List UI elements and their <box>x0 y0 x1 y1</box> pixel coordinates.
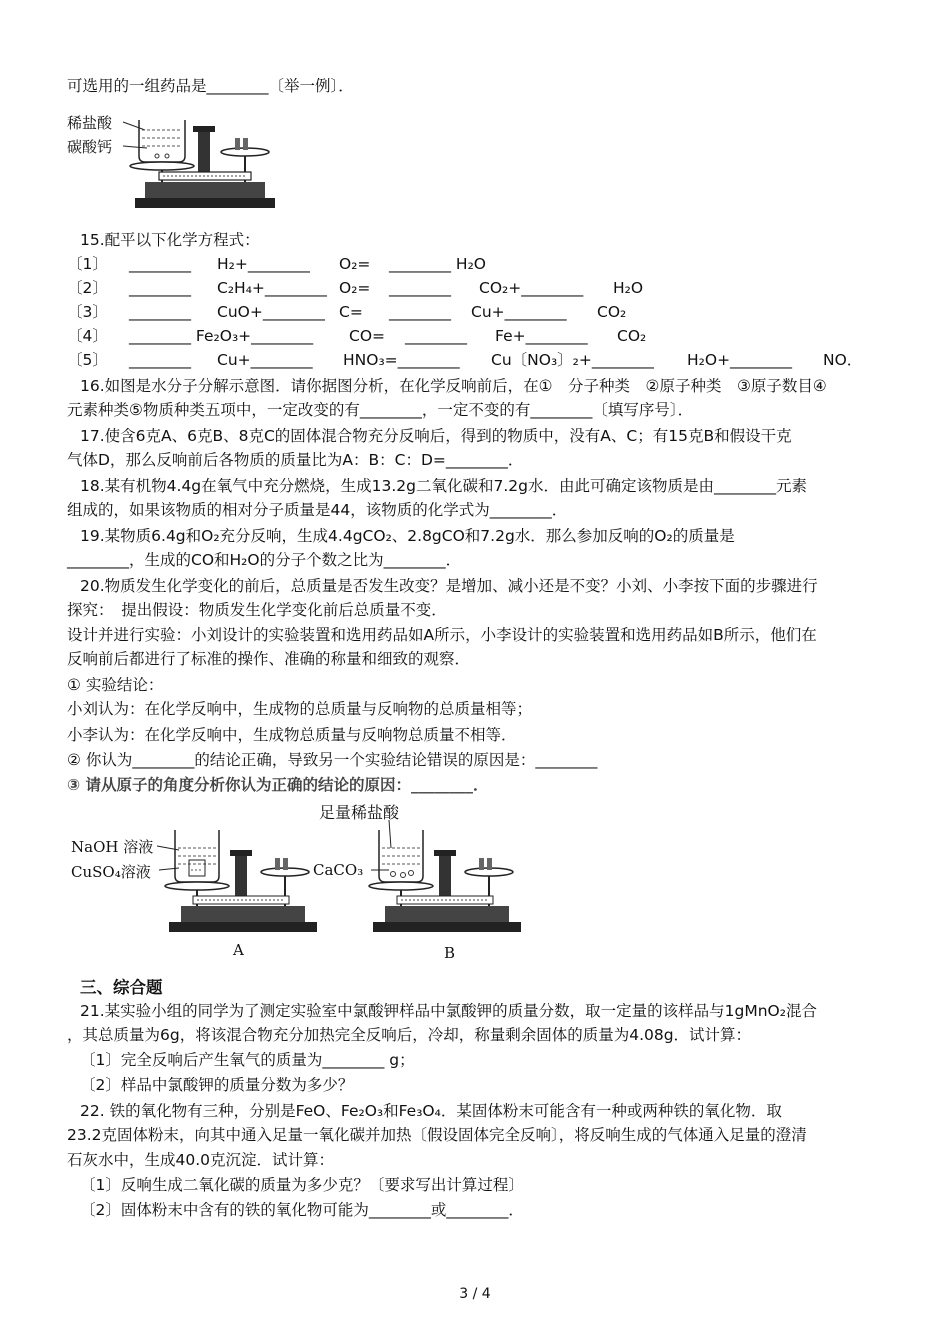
q20-line5: ① 实验结论： <box>67 676 164 694</box>
eq-term: CO= <box>349 327 386 345</box>
page-number: 3 / 4 <box>459 1286 491 1302</box>
label-a: A <box>233 941 244 959</box>
q22-line5: 〔2〕固体粉末中含有的铁的氧化物可能为________或________． <box>80 1201 524 1219</box>
figure-experiments <box>67 798 537 968</box>
label-caco3: CaCO₃ <box>313 861 364 879</box>
eq-blank: ________ <box>129 279 191 297</box>
eq-term: ________ <box>389 303 451 321</box>
text-line: 可选用的一组药品是________〔举一例〕． <box>67 77 354 95</box>
eq-term: O₂= <box>339 279 371 297</box>
eq-term: O₂= <box>339 255 371 273</box>
eq-blank: ________ <box>129 255 191 273</box>
q21-line3: 〔1〕完全反响后产生氧气的质量为________ g； <box>80 1051 415 1069</box>
q22-line4: 〔1〕反响生成二氧化碳的质量为多少克？〔要求写出计算过程〕 <box>80 1176 524 1194</box>
label-b: B <box>444 944 456 962</box>
q21-line4: 〔2〕样品中氯酸钾的质量分数为多少？ <box>80 1076 354 1094</box>
q20-line7: 小李认为：在化学反响中，生成物总质量与反响物总质量不相等． <box>67 726 517 744</box>
q20-line3: 设计并进行实验：小刘设计的实验装置和选用药品如A所示，小李设计的实验装置和选用药品如B所示，他们在 <box>67 626 817 644</box>
eq-term: CO₂ <box>617 327 647 345</box>
eq-term: C₂H₄+________ <box>217 279 327 297</box>
eq-num: 〔3〕 <box>67 303 108 321</box>
figure-balance-1 <box>67 108 277 218</box>
label-naoh: NaOH 溶液 <box>71 838 154 856</box>
q17-line1: 17.使含6克A、6克B、8克C的固体混合物充分反响后，得到的物质中，没有A、C；有15克B和假设干克 <box>80 427 792 445</box>
eq-term: ________ H₂O <box>389 255 486 273</box>
q21-line2: ，其总质量为6g，将该混合物充分加热完全反响后，冷却，称量剩余固体的质量为4.08g．试计算： <box>67 1026 752 1044</box>
q22-line3: 石灰水中，生成40.0克沉淀．试计算： <box>67 1151 335 1169</box>
eq-term: Fe+________ <box>495 327 588 345</box>
eq-num: 〔5〕 <box>67 351 108 369</box>
q16-line2: 元素种类⑤物质种类五项中，一定改变的有________，一定不变的有________〔填写序号〕． <box>67 401 694 419</box>
eq-blank: ________ <box>129 351 191 369</box>
eq-term: ________ <box>389 279 451 297</box>
eq-term: H₂O+________ <box>687 351 793 369</box>
q18-line1: 18.某有机物4.4g在氧气中充分燃烧，生成13.2g二氧化碳和7.2g水．由此可确定该物质是由________元素 <box>80 477 807 495</box>
q20-line4: 反响前后都进行了标准的操作、准确的称量和细致的观察． <box>67 650 471 668</box>
label-excess-hcl: 足量稀盐酸 <box>319 803 400 822</box>
q21-line1: 21.某实验小组的同学为了测定实验室中氯酸钾样品中氯酸钾的质量分数，取一定量的该样品与1gMnO₂混合 <box>80 1002 817 1020</box>
eq-blank: ________ <box>129 303 191 321</box>
q19-line2: ________，生成的CO和H₂O的分子个数之比为________． <box>67 551 462 569</box>
q18-line2: 组成的，如果该物质的相对分子质量是44，该物质的化学式为________． <box>67 501 568 519</box>
eq-term: CO₂ <box>597 303 627 321</box>
q20-line1: 20.物质发生化学变化的前后，总质量是否发生改变？是增加、减小还是不变？小刘、小李按下面的步骤进行 <box>80 577 818 595</box>
label-calcium-carbonate: 碳酸钙 <box>67 138 113 156</box>
q16-line1: 16.如图是水分子分解示意图．请你据图分析，在化学反响前后，在① 分子种类 ②原子种类 ③原子数目④ <box>80 377 827 395</box>
section-heading: 三、综合题 <box>80 978 163 997</box>
label-dilute-hcl: 稀盐酸 <box>67 114 113 132</box>
eq-num: 〔1〕 <box>67 255 108 273</box>
q20-line6: 小刘认为：在化学反响中，生成物的总质量与反响物的总质量相等； <box>67 700 533 718</box>
eq-term: NO． <box>823 351 863 369</box>
eq-term: CuO+________ <box>217 303 325 321</box>
eq-num: 〔4〕 <box>67 327 108 345</box>
eq-term: H₂+________ <box>217 255 310 273</box>
q20-line8: ② 你认为________的结论正确，导致另一个实验结论错误的原因是：________ <box>67 751 598 769</box>
eq-term: ________ Fe₂O₃+________ <box>129 327 314 345</box>
eq-term: C= <box>339 303 363 321</box>
q22-line1: 22. 铁的氧化物有三种，分别是FeO、Fe₂O₃和Fe₃O₄．某固体粉末可能含有一种或两种铁的氧化物．取 <box>80 1102 782 1120</box>
eq-term: H₂O <box>613 279 644 297</box>
eq-term: Cu+________ <box>471 303 567 321</box>
label-cuso4: CuSO₄溶液 <box>71 863 151 881</box>
eq-term: CO₂+________ <box>479 279 584 297</box>
q15-intro: 15.配平以下化学方程式： <box>80 231 260 249</box>
q19-line1: 19.某物质6.4g和O₂充分反响，生成4.4gCO₂、2.8gCO和7.2g水．那么参加反响的O₂的质量是 <box>80 527 735 545</box>
eq-term: ________ <box>405 327 467 345</box>
eq-term: Cu+________ <box>217 351 313 369</box>
eq-term: HNO₃=________ <box>343 351 460 369</box>
eq-num: 〔2〕 <box>67 279 108 297</box>
balance-drawing <box>67 108 277 218</box>
q20-line9: ③ 请从原子的角度分析你认为正确的结论的原因：________． <box>67 776 489 794</box>
q22-line2: 23.2克固体粉末，向其中通入足量一氧化碳并加热〔假设固体完全反响〕，将反响生成的气体通入足量的澄清 <box>67 1126 807 1144</box>
q17-line2: 气体D，那么反响前后各物质的质量比为A：B：C：D=________． <box>67 451 524 469</box>
experiments-drawing <box>67 798 537 968</box>
eq-term: Cu〔NO₃〕₂+________ <box>491 351 654 369</box>
q20-line2: 探究： 提出假设：物质发生化学变化前后总质量不变． <box>67 601 447 619</box>
